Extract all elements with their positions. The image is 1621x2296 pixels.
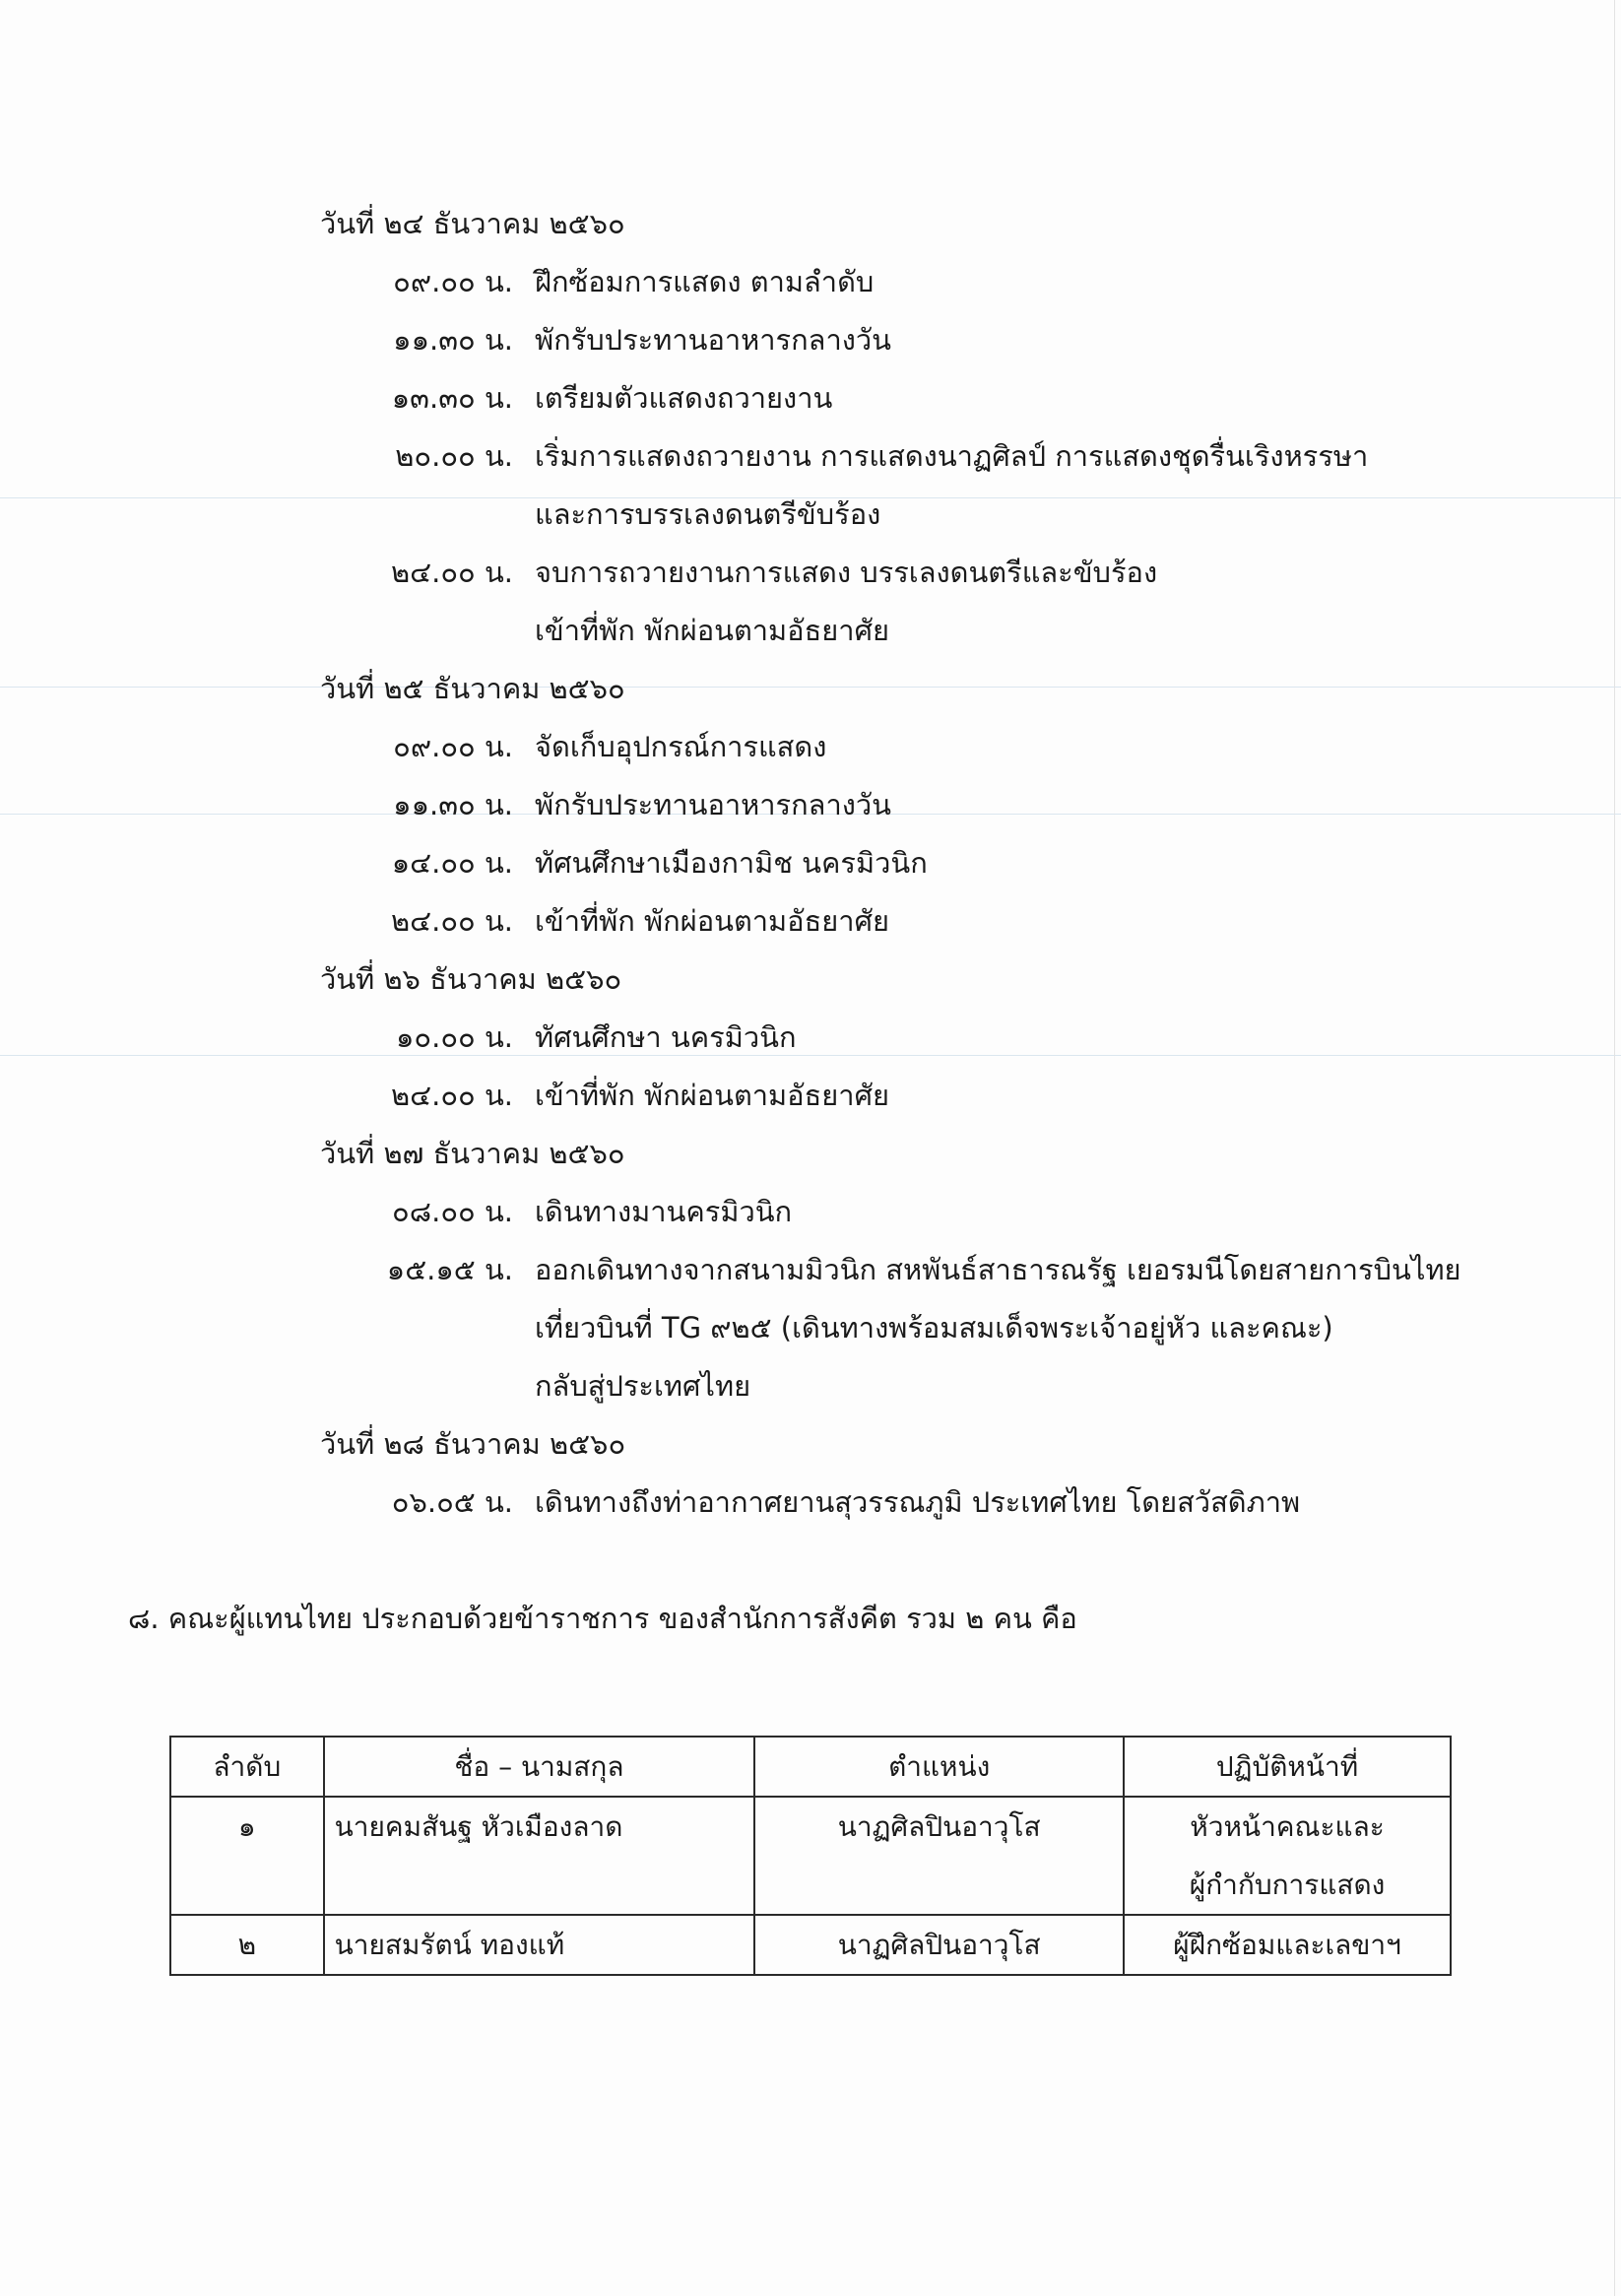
table-row bbox=[170, 1915, 1451, 1975]
schedule-entry bbox=[320, 892, 1482, 951]
schedule-entry bbox=[320, 1241, 1482, 1415]
schedule-entry bbox=[320, 427, 1482, 544]
entry-line: และการบรรเลงดนตรีขับร้อง bbox=[535, 497, 881, 531]
cell-order: ๒ bbox=[170, 1915, 324, 1975]
entry-line: เตรียมตัวแสดงถวายงาน bbox=[535, 381, 833, 415]
entry-time: ๐๙.๐๐ น. bbox=[393, 730, 513, 763]
entry-description bbox=[535, 1009, 1482, 1067]
entry-time: ๐๘.๐๐ น. bbox=[392, 1195, 513, 1228]
entry-line: เข้าที่พัก พักผ่อนตามอัธยาศัย bbox=[535, 904, 889, 938]
entry-description bbox=[535, 892, 1482, 951]
entry-line: เริ่มการแสดงถวายงาน การแสดงนาฏศิลป์ การแสดงชุดรื่นเริงหรรษา bbox=[535, 439, 1369, 473]
header-duty: ปฏิบัติหน้าที่ bbox=[1124, 1737, 1451, 1797]
entry-time: ๑๕.๑๕ น. bbox=[386, 1253, 513, 1286]
entry-line: ฝึกซ้อมการแสดง ตามลำดับ bbox=[535, 265, 875, 298]
page-edge bbox=[1614, 0, 1615, 2296]
cell-order: ๑ bbox=[170, 1797, 324, 1915]
schedule-day bbox=[320, 195, 1482, 660]
schedule-entry bbox=[320, 1067, 1482, 1125]
entry-line: เข้าที่พัก พักผ่อนตามอัธยาศัย bbox=[535, 1079, 889, 1112]
cell-duty bbox=[1124, 1797, 1451, 1915]
schedule-entry bbox=[320, 1009, 1482, 1067]
schedule-entry bbox=[320, 311, 1482, 369]
entry-time: ๒๐.๐๐ น. bbox=[395, 439, 513, 473]
entry-line: เข้าที่พัก พักผ่อนตามอัธยาศัย bbox=[535, 614, 889, 647]
schedule-entry bbox=[320, 1474, 1482, 1532]
entry-time: ๑๔.๐๐ น. bbox=[391, 846, 513, 880]
entry-line: ออกเดินทางจากสนามมิวนิก สหพันธ์สาธารณรัฐ เยอรมนีโดยสายการบินไทย bbox=[535, 1253, 1461, 1286]
entry-time: ๒๔.๐๐ น. bbox=[391, 1079, 513, 1112]
entry-description bbox=[535, 369, 1482, 427]
entry-line: เที่ยวบินที่ TG ๙๒๕ (เดินทางพร้อมสมเด็จพระเจ้าอยู่หัว และคณะ) bbox=[535, 1311, 1333, 1345]
header-position: ตำแหน่ง bbox=[754, 1737, 1124, 1797]
cell-name: นายสมรัตน์ ทองแท้ bbox=[324, 1915, 755, 1975]
entry-time: ๑๑.๓๐ น. bbox=[393, 323, 513, 357]
entry-line: พักรับประทานอาหารกลางวัน bbox=[535, 788, 892, 821]
entry-description bbox=[535, 427, 1482, 544]
cell-position: นาฏศิลปินอาวุโส bbox=[754, 1915, 1124, 1975]
entry-description bbox=[535, 253, 1482, 311]
entry-time: ๑๓.๓๐ น. bbox=[391, 381, 513, 415]
day-heading: วันที่ ๒๕ ธันวาคม ๒๕๖๐ bbox=[320, 672, 625, 705]
schedule-entry bbox=[320, 544, 1482, 660]
schedule-day bbox=[320, 660, 1482, 951]
entry-description bbox=[535, 776, 1482, 834]
header-name: ชื่อ – นามสกุล bbox=[324, 1737, 755, 1797]
table-row bbox=[170, 1797, 1451, 1915]
cell-duty bbox=[1124, 1915, 1451, 1975]
entry-line: ทัศนศึกษา นครมิวนิก bbox=[535, 1020, 797, 1054]
entry-description bbox=[535, 1183, 1482, 1241]
table-header-row bbox=[170, 1737, 1451, 1797]
cell-position: นาฏศิลปินอาวุโส bbox=[754, 1797, 1124, 1915]
schedule-entry bbox=[320, 834, 1482, 892]
schedule-entry bbox=[320, 253, 1482, 311]
entry-description bbox=[535, 544, 1482, 660]
entry-time: ๐๙.๐๐ น. bbox=[393, 265, 513, 298]
delegation-table bbox=[169, 1736, 1452, 1976]
entry-line: เดินทางถึงท่าอากาศยานสุวรรณภูมิ ประเทศไทย โดยสวัสดิภาพ bbox=[535, 1485, 1301, 1519]
entry-line: พักรับประทานอาหารกลางวัน bbox=[535, 323, 892, 357]
header-order: ลำดับ bbox=[170, 1737, 324, 1797]
entry-line: จบการถวายงานการแสดง บรรเลงดนตรีและขับร้อง bbox=[535, 556, 1158, 589]
entry-description bbox=[535, 1474, 1482, 1532]
day-heading: วันที่ ๒๘ ธันวาคม ๒๕๖๐ bbox=[320, 1427, 626, 1461]
schedule-entry bbox=[320, 1183, 1482, 1241]
entry-time: ๑๑.๓๐ น. bbox=[393, 788, 513, 821]
entry-line: ทัศนศึกษาเมืองกามิช นครมิวนิก bbox=[535, 846, 928, 880]
entry-description bbox=[535, 834, 1482, 892]
schedule-day bbox=[320, 951, 1482, 1125]
entry-time: ๒๔.๐๐ น. bbox=[391, 904, 513, 938]
duty-line: ผู้ฝึกซ้อมและเลขาฯ bbox=[1173, 1929, 1401, 1961]
schedule-day bbox=[320, 1415, 1482, 1532]
schedule-entry bbox=[320, 718, 1482, 776]
entry-line: กลับสู่ประเทศไทย bbox=[535, 1369, 751, 1403]
cell-name: นายคมสันฐ หัวเมืองลาด bbox=[324, 1797, 755, 1915]
entry-line: จัดเก็บอุปกรณ์การแสดง bbox=[535, 730, 827, 763]
itinerary-schedule bbox=[320, 195, 1482, 1532]
entry-time: ๑๐.๐๐ น. bbox=[396, 1020, 513, 1054]
entry-description bbox=[535, 311, 1482, 369]
duty-line: ผู้กำกับการแสดง bbox=[1189, 1869, 1386, 1901]
entry-line: เดินทางมานครมิวนิก bbox=[535, 1195, 793, 1228]
day-heading: วันที่ ๒๗ ธันวาคม ๒๕๖๐ bbox=[320, 1137, 625, 1170]
schedule-day bbox=[320, 1125, 1482, 1415]
day-heading: วันที่ ๒๖ ธันวาคม ๒๕๖๐ bbox=[320, 962, 622, 996]
schedule-entry bbox=[320, 369, 1482, 427]
entry-time: ๐๖.๐๕ น. bbox=[391, 1485, 513, 1519]
duty-line: หัวหน้าคณะและ bbox=[1190, 1810, 1385, 1843]
schedule-entry bbox=[320, 776, 1482, 834]
entry-time: ๒๔.๐๐ น. bbox=[391, 556, 513, 589]
section-8-heading: ๘. คณะผู้แทนไทย ประกอบด้วยข้าราชการ ของสำนักการสังคีต รวม ๒ คน คือ bbox=[128, 1602, 1077, 1635]
day-heading: วันที่ ๒๔ ธันวาคม ๒๕๖๐ bbox=[320, 207, 625, 240]
entry-description bbox=[535, 1067, 1482, 1125]
entry-description bbox=[535, 718, 1482, 776]
entry-description bbox=[535, 1241, 1482, 1415]
